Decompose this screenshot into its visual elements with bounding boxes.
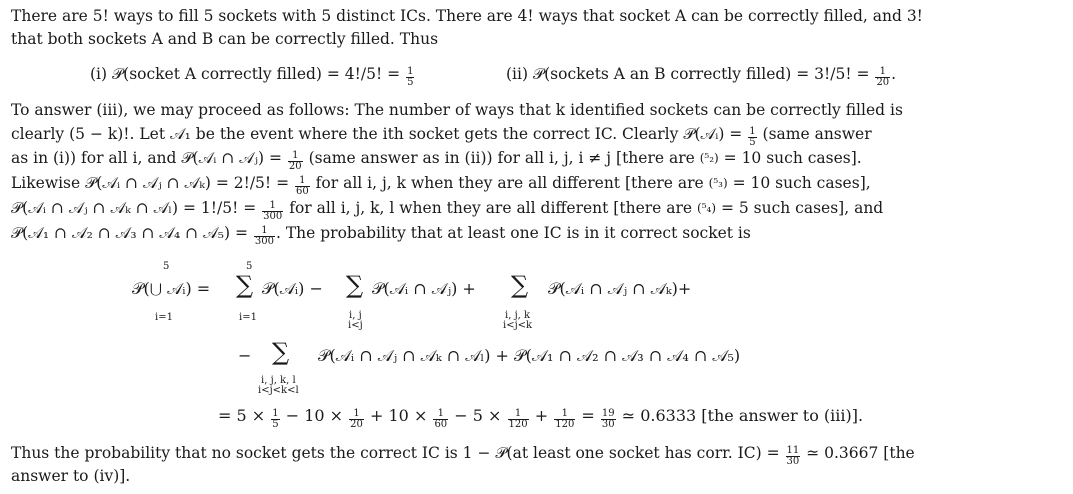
paragraph-line: 𝒫(𝒜ᵢ ∩ 𝒜ⱼ ∩ 𝒜ₖ ∩ 𝒜ₗ) = 1!/5! = $\frac{1}{300}$ for all i, j, k, l when they are all different [there are (⁵₄) = 5 such cases], and: [11, 199, 884, 222]
equation-minus: −: [238, 346, 252, 365]
fraction: $\frac{1}{5}$: [749, 126, 756, 148]
equation-term: 𝒫(𝒜ᵢ ∩ 𝒜ⱼ) +: [372, 279, 476, 298]
sum-symbol: ∑: [236, 271, 254, 299]
paragraph-line: To answer (iii), we may proceed as follows: The number of ways that k identified sockets can be correctly filled is: [11, 101, 903, 119]
sum-upper-limit: 5: [246, 261, 253, 272]
fraction: $\frac{1}{20}$: [876, 66, 890, 88]
equation-result: = 5 × $\frac{1}{5}$ − 10 × $\frac{1}{20}$ + 10 × $\frac{1}{60}$ − 5 × $\frac{1}{120}$ + $\frac{1}{120}$ = $\frac{19}{30}$ ≃ 0.6333 [the answer to (iii)].: [218, 406, 864, 430]
equation-term: 𝒫(𝒜ᵢ ∩ 𝒜ⱼ ∩ 𝒜ₖ ∩ 𝒜ₗ) + 𝒫(𝒜₁ ∩ 𝒜₂ ∩ 𝒜₃ ∩ 𝒜₄ ∩ 𝒜₅): [318, 346, 741, 365]
fraction: $\frac{1}{5}$: [407, 66, 414, 88]
fraction: $\frac{11}{30}$: [786, 445, 800, 467]
paragraph-line: that both sockets A and B can be correctly filled. Thus: [11, 30, 439, 48]
binomial: (⁵₂): [699, 151, 719, 165]
equation-term: 𝒫(𝒜ᵢ) −: [262, 279, 323, 298]
fraction: $\frac{19}{30}$: [601, 408, 615, 430]
equation-term: 𝒫(𝒜ᵢ ∩ 𝒜ⱼ ∩ 𝒜ₖ)+: [548, 279, 692, 298]
fraction: $\frac{1}{60}$: [434, 408, 448, 430]
fraction: $\frac{1}{300}$: [254, 225, 274, 247]
fraction: $\frac{1}{300}$: [263, 200, 283, 222]
fraction: $\frac{1}{60}$: [296, 175, 309, 197]
fraction: $\frac{1}{120}$: [508, 408, 528, 430]
sum-lower-limit: i, j i<j: [348, 310, 363, 331]
sum-lower-limit: i=1: [239, 312, 257, 323]
paragraph-line: clearly (5 − k)!. Let 𝒜₁ be the event where the ith socket gets the correct IC. Clearly 𝒫(𝒜ᵢ) = $\frac{1}{5}$ (same answer: [11, 125, 872, 148]
paragraph-line: as in (i)) for all i, and 𝒫(𝒜ᵢ ∩ 𝒜ⱼ) = $\frac{1}{20}$ (same answer as in (ii)) for all i, j, i ≠ j [there are (⁵₂) = 10 such cases].: [11, 149, 862, 172]
fraction: $\frac{1}{120}$: [555, 408, 575, 430]
paragraph-line: 𝒫(𝒜₁ ∩ 𝒜₂ ∩ 𝒜₃ ∩ 𝒜₄ ∩ 𝒜₅) = $\frac{1}{300}$ . The probability that at least one IC is in it correct socket is: [11, 224, 751, 247]
binomial: (⁵₃): [708, 176, 728, 190]
result-i: (i) 𝒫(socket A correctly filled) = 4!/5! = $\frac{1}{5}$: [90, 65, 414, 88]
paragraph-line: Likewise 𝒫(𝒜ᵢ ∩ 𝒜ⱼ ∩ 𝒜ₖ) = 2!/5! = $\frac{1}{60}$ for all i, j, k when they are all different [there are (⁵₃) = 10 such cases],: [11, 174, 871, 197]
fraction: $\frac{1}{20}$: [350, 408, 363, 430]
paragraph-line: answer to (iv)].: [11, 467, 131, 485]
sum-symbol: ∑: [511, 271, 529, 299]
paragraph-line: Thus the probability that no socket gets the correct IC is 1 − 𝒫(at least one socket has corr. IC) = $\frac{11}{30}$ ≃ 0.3667 [the: [11, 444, 915, 467]
sum-lower-limit: i, j, k, l i<j<k<l: [258, 375, 299, 396]
sum-symbol: ∑: [272, 338, 290, 366]
fraction: $\frac{1}{20}$: [288, 150, 302, 172]
fraction: $\frac{1}{5}$: [272, 408, 279, 430]
result-ii: (ii) 𝒫(sockets A an B correctly filled) = 3!/5! = $\frac{1}{20}$ .: [506, 65, 897, 88]
paragraph-line: There are 5! ways to fill 5 sockets with 5 distinct ICs. There are 4! ways that socket A can be correctly filled, and 3!: [11, 7, 923, 25]
sum-lower-limit: i, j, k i<j<k: [503, 310, 533, 331]
equation-lhs: 𝒫(⋃ 𝒜ᵢ) =: [132, 279, 211, 298]
sum-symbol: ∑: [346, 271, 364, 299]
binomial: (⁵₄): [697, 201, 716, 215]
union-lower-limit: i=1: [155, 312, 173, 323]
union-upper-limit: 5: [163, 261, 170, 272]
